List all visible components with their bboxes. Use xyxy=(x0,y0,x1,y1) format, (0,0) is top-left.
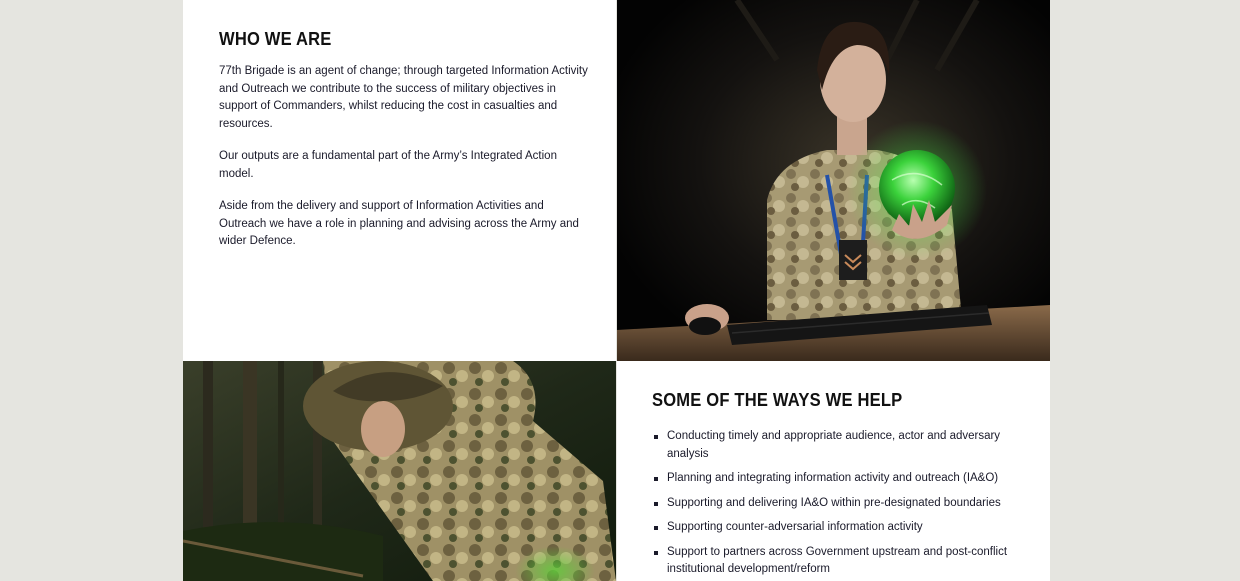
list-item xyxy=(652,428,1022,463)
soldier-forest-photo xyxy=(183,361,616,581)
list-item xyxy=(652,495,1022,513)
soldier-hologram-illustration xyxy=(617,0,1050,361)
list-item-text: Support to partners across Government upstream and post-conflict institutional development/reform xyxy=(667,545,1008,575)
list-item-text: Supporting and delivering IA&O within pre-designated boundaries xyxy=(667,496,1001,509)
who-we-are-paragraph: 77th Brigade is an agent of change; through targeted Information Activity and Outreach we contribute to the success of military objectives in support of Commanders, whilst reducing the cost in casualties and resources. xyxy=(219,65,588,130)
list-item xyxy=(652,544,1022,579)
content-grid xyxy=(183,0,1050,581)
square-bullet-icon xyxy=(654,435,658,439)
ways-we-help-heading: SOME OF THE WAYS WE HELP xyxy=(652,390,903,410)
who-we-are-section xyxy=(183,0,616,361)
who-we-are-heading: WHO WE ARE xyxy=(219,29,332,49)
ways-we-help-list xyxy=(652,428,1022,581)
list-item xyxy=(652,519,1022,537)
list-item-text: Conducting timely and appropriate audience, actor and adversary analysis xyxy=(667,430,1001,460)
who-we-are-paragraph: Aside from the delivery and support of Information Activities and Outreach we have a role in planning and advising across the Army and wider Defence. xyxy=(219,200,579,247)
list-item-text: Planning and integrating information activity and outreach (IA&O) xyxy=(667,472,999,484)
square-bullet-icon xyxy=(654,551,658,555)
who-we-are-body xyxy=(219,63,589,266)
square-bullet-icon xyxy=(654,502,658,506)
square-bullet-icon xyxy=(654,526,658,530)
soldier-forest-illustration xyxy=(183,361,616,581)
list-item-text: Supporting counter-adversarial information activity xyxy=(667,521,923,533)
ways-we-help-section xyxy=(617,361,1050,581)
square-bullet-icon xyxy=(654,477,658,481)
who-we-are-paragraph: Our outputs are a fundamental part of the Army’s Integrated Action model. xyxy=(219,150,557,180)
list-item xyxy=(652,470,1022,488)
soldier-hologram-photo xyxy=(617,0,1050,361)
